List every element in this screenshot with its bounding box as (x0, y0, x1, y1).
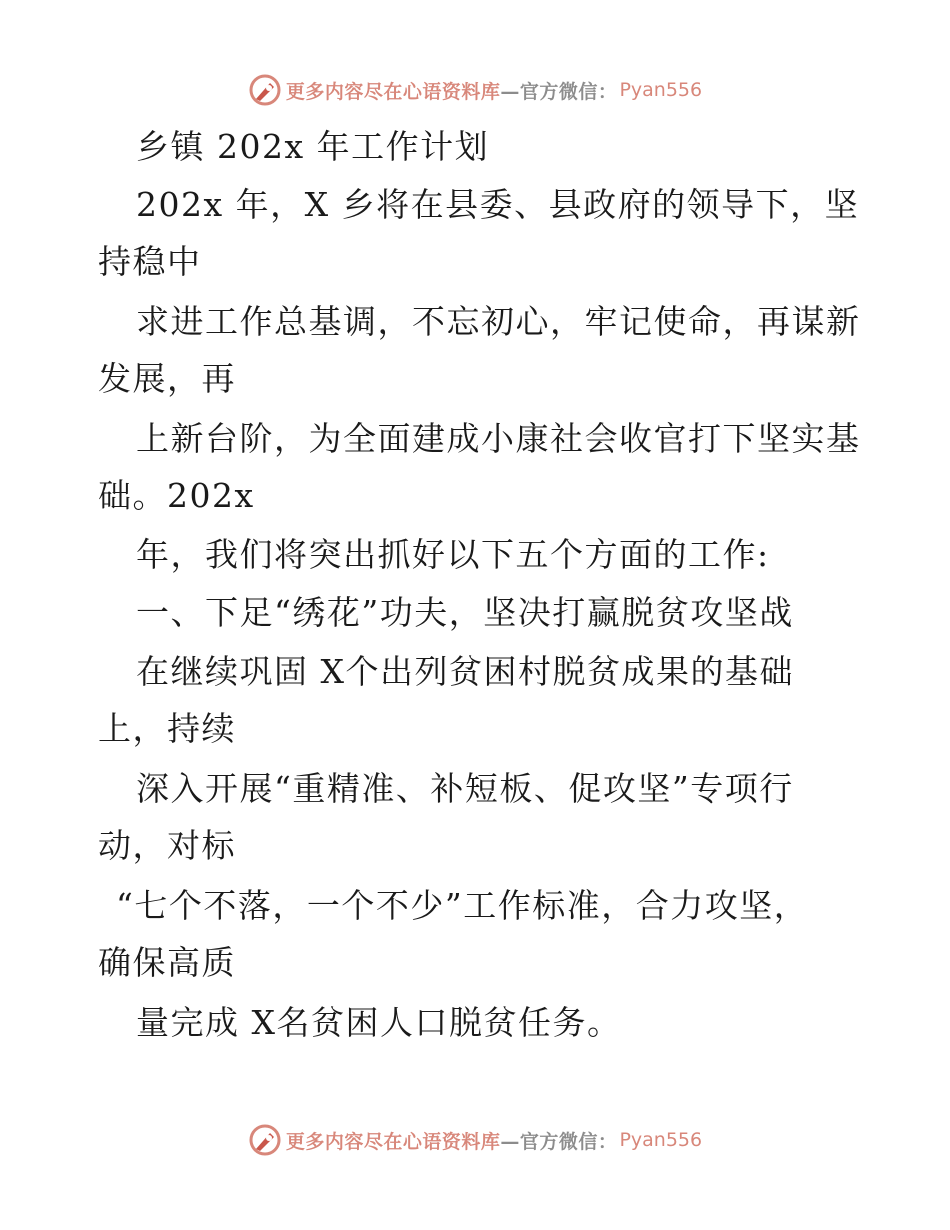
pen-logo-icon (248, 1123, 282, 1157)
paragraph-line: 深入开展“重精准、补短板、促攻坚”专项行 (136, 769, 794, 808)
paragraph-line: 年，我们将突出抓好以下五个方面的工作: (136, 535, 770, 574)
paragraph-line: 动，对标 (98, 826, 236, 865)
paragraph-line: 在继续巩固 X个出列贫困村脱贫成果的基础 (136, 652, 794, 691)
watermark-wechat-label: —官方微信： (500, 80, 618, 103)
watermark-wechat-id: Pyan556 (619, 79, 703, 101)
watermark-wechat-label: —官方微信： (500, 1130, 618, 1153)
paragraph-line: 上，持续 (98, 709, 236, 748)
pen-logo-icon (248, 73, 282, 107)
header-watermark (0, 70, 950, 110)
document-title: 乡镇 202x 年工作计划 (136, 127, 490, 166)
paragraph-line: 上新台阶，为全面建成小康社会收官打下坚实基 (136, 419, 861, 458)
paragraph-line: 发展，再 (98, 359, 236, 398)
paragraph-line: 确保高质 (98, 943, 236, 982)
paragraph-line: 础。202x (98, 476, 255, 515)
paragraph-line: 求进工作总基调，不忘初心，牢记使命，再谋新 (136, 302, 861, 341)
watermark-text: 更多内容尽在心语资料库 (285, 80, 501, 103)
watermark-wechat-id: Pyan556 (619, 1129, 703, 1151)
paragraph-line: 持稳中 (98, 242, 202, 281)
paragraph-line: “七个不落，一个不少”工作标准，合力攻坚， (116, 886, 809, 925)
paragraph-line: 202x 年，X 乡将在县委、县政府的领导下，坚 (136, 185, 860, 224)
paragraph-line: 量完成 X名贫困人口脱贫任务。 (136, 1003, 622, 1042)
section-heading: 一、下足“绣花”功夫，坚决打赢脱贫攻坚战 (136, 593, 794, 632)
watermark-text: 更多内容尽在心语资料库 (285, 1130, 501, 1153)
footer-watermark (0, 1120, 950, 1160)
